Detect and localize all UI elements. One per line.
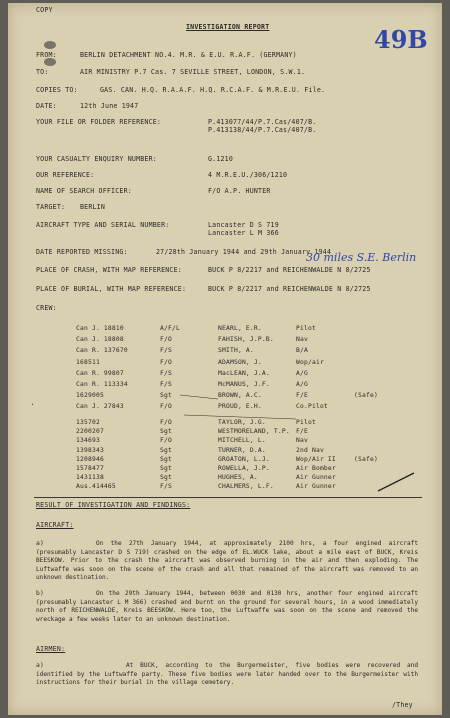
rank: Sgt [160,446,172,454]
result-heading: RESULT OF INVESTIGATION AND FINDINGS: [36,501,191,509]
crew-row [8,325,442,334]
service-number: 134693 [76,437,100,445]
crew-name: PROUD, E.H. [218,403,262,411]
crew-row [8,437,442,446]
crew-row [8,428,442,437]
handwritten-location-note: 30 miles S.E. Berlin [306,251,417,264]
service-number: Can R. 113334 [76,381,128,388]
rank: F/S [160,483,172,491]
field-value: AIR MINISTRY P.7 Cas. 7 SEVILLE STREET, LONDON, S.W.1. [80,68,306,76]
field-label: YOUR CASUALTY ENQUIRY NUMBER: [36,155,157,163]
field-value: BERLIN [80,203,106,211]
airmen-heading: AIRMEN: [36,645,66,653]
rank: F/O [160,336,172,344]
field-value: P.413077/44/P.7.Cas/407/B. [208,118,317,126]
field-value: BUCK P 8/2217 and REICHENWALDE N 8/2725 [208,266,371,274]
service-number: 2200207 [76,428,104,436]
crew-role: F/E [296,428,308,436]
rank: Sgt [160,474,172,482]
crew-name: GROATON, L.J. [218,455,270,463]
rank: Sgt [160,455,172,463]
field-value: F/O A.P. HUNTER [208,187,271,195]
crew-role: Air Bomber [296,465,336,472]
crew-name: TAYLOR, J.G. [218,419,266,426]
field-value: Lancaster D S 719 [208,221,279,229]
crew-name: TURNER, D.A. [218,446,266,454]
field-label: PLACE OF BURIAL, WITH MAP REFERENCE: [36,285,187,293]
para-b-label: b) [36,590,44,597]
crew-name: BROWN, A.C. [218,392,262,400]
field-value: 27/28th January 1944 and 29th January 1944 [156,248,332,256]
rank: F/O [160,419,172,426]
crew-role: Nav [296,437,308,445]
field-value-2: P.413138/44/P.7.Cas/407/B. [208,126,317,134]
crew-role: Pilot [296,325,316,332]
field-value: 12th June 1947 [80,102,139,110]
service-number: Aus.414465 [76,483,116,491]
crew-name: ADAMSON, J. [218,358,262,366]
service-number: Can R. 99807 [76,369,124,377]
service-number: 1629005 [76,392,104,400]
crew-role: A/G [296,369,308,377]
punch-hole [44,41,56,49]
service-number: 1578477 [76,465,104,472]
crew-row [8,359,442,368]
crew-role: Air Gunner [296,474,336,482]
crew-name: SMITH, A. [218,347,254,355]
rank: Sgt [160,392,172,400]
crew-name: CHALMERS, L.F. [218,483,274,491]
rank: A/F/L [160,325,180,332]
field-value: BERLIN DETACHMENT NO.4. M.R. & E.U. R.A.F. (GERMANY) [80,51,297,59]
field-label: TO: [36,68,49,76]
service-number: 1398343 [76,446,104,454]
field-value: BUCK P 8/2217 and REICHENWALDE N 8/2725 [208,285,371,293]
rank: F/O [160,437,172,445]
rank: F/O [160,358,172,366]
crew-name: WESTMORELAND, T.P. [218,428,290,436]
field-value: G.1210 [208,155,234,163]
field-value: GAS. CAN. H.Q. R.A.A.F. H.Q. R.C.A.F. & M.R.E.U. File. [100,86,326,94]
para-c-label: a) [36,662,44,669]
service-number: Can R. 137670 [76,347,128,355]
field-label: TARGET: [36,203,66,211]
rank: F/S [160,347,172,355]
crew-row [8,456,442,465]
rank: F/O [160,403,172,411]
crew-name: McMANUS, J.F. [218,381,270,388]
field-label: NAME OF SEARCH OFFICER: [36,187,132,195]
rank: F/S [160,369,172,377]
service-number: 1431138 [76,474,104,482]
service-number: Can J. 18808 [76,336,124,344]
service-number: Can J. 27843 [76,403,124,411]
crew-name: NEARL, E.R. [218,325,262,332]
para-a-label: a) [36,540,44,547]
crew-name: ROWELLA, J.P. [218,465,270,472]
field-label: OUR REFERENCE: [36,171,95,179]
para-aircraft-b: On the 29th January 1944, between 0030 and 0130 hrs, another four engined aircraft (presumably Lancaster L M 366) crashed and burnt on the ground for several hours, in a wood immediately north of REICHENWALDE, Kreis BEESKOW. Here too, the Luftwaffe was soon on the scene and removed the wreckage a few weeks later to an unknown destination. [36,590,418,623]
crew-name: HUGHES, A. [218,474,258,482]
field-label: DATE REPORTED MISSING: [36,248,128,256]
crew-row [8,347,442,356]
field-label: AIRCRAFT TYPE AND SERIAL NUMBER: [36,221,170,229]
service-number: 135702 [76,419,100,426]
para-aircraft-a: On the 27th January 1944, at approximately 2100 hrs, a four engined aircraft (presumably Lancaster D S 719) crashed on the edge of EL.WUCK lake, about a mile east of BUCK, Kreis BEESKOW. Prior to the crash the aircraft was observed burning in the air and then exploding. The Luftwaffe was soon on the scene of the crash and all that remained of the aircraft was removed to an unknown destination. [36,540,418,582]
crew-name: MacLEAN, J.A. [218,369,270,377]
service-number: Can J. 18810 [76,325,124,332]
crew-role: F/E [296,392,308,400]
field-label: FROM: [36,51,57,59]
pen-underline-marks [178,389,298,423]
crew-status: (Safe) [354,392,378,400]
crew-role: B/A [296,347,308,355]
rank: Sgt [160,428,172,436]
field-label: CREW: [36,304,57,312]
crew-row [8,336,442,345]
crew-role: Wop/Air II [296,455,336,463]
rank: F/S [160,381,172,388]
crew-role: Co.Pilot [296,403,328,411]
field-label: PLACE OF CRASH, WITH MAP REFERENCE: [36,266,182,274]
crew-name: FAHISH, J.P.B. [218,336,274,344]
report-title: INVESTIGATION REPORT [186,23,270,31]
field-value: 4 M.R.E.U./306/1210 [208,171,288,179]
document-sheet [8,3,442,715]
crew-name: MITCHELL, L. [218,437,266,445]
crew-role: Nav [296,336,308,344]
punch-hole [44,58,56,66]
crew-role: Wop/air [296,358,324,366]
field-label: YOUR FILE OR FOLDER REFERENCE: [36,118,162,126]
aircraft-heading: AIRCRAFT: [36,521,74,529]
service-number: 168511 [76,358,100,366]
pencil-tick: · [30,400,36,409]
para-airmen-a: At BUCK, according to the Burgermeister, five bodies were recovered and identified by the Luftwaffe party. These five bodies were later handed over to the Burgermeister with instructions for their burial in the village cemetery. [36,662,418,687]
handwritten-ref-number: 49B [374,25,428,54]
continued-marker: /They [392,701,413,709]
service-number: 1208946 [76,455,104,463]
field-label: COPIES TO: [36,86,78,94]
crew-row [8,447,442,456]
crew-role: Pilot [296,419,316,426]
handwritten-tick-mark [376,471,416,493]
crew-status: (Safe) [354,455,378,463]
copy-label: COPY [36,6,53,14]
crew-row [8,370,442,379]
crew-role: A/G [296,381,308,388]
field-value-2: Lancaster L M 366 [208,229,279,237]
rank: Sgt [160,465,172,472]
section-divider [34,497,422,498]
field-label: DATE: [36,102,57,110]
crew-role: 2nd Nav [296,446,324,454]
crew-role: Air Gunner [296,483,336,491]
